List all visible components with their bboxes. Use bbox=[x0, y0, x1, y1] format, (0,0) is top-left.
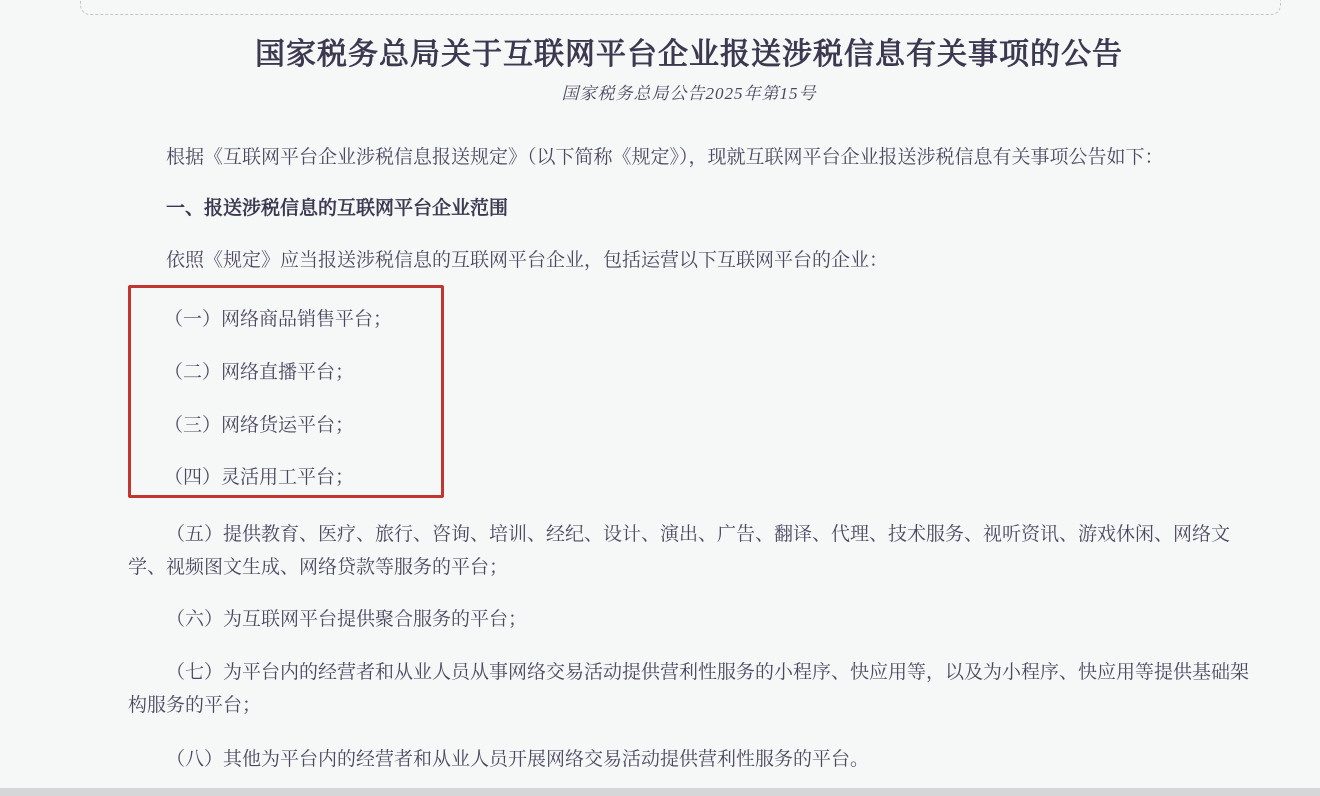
section-one-heading: 一、报送涉税信息的互联网平台企业范围 bbox=[166, 198, 509, 219]
red-highlight-box bbox=[128, 285, 444, 498]
list-item-8: （八）其他为平台内的经营者和从业人员开展网络交易活动提供营利性服务的平台。 bbox=[166, 749, 870, 770]
document-title: 国家税务总局关于互联网平台企业报送涉税信息有关事项的公告 bbox=[255, 38, 1123, 71]
section-lead-paragraph: 依照《规定》应当报送涉税信息的互联网平台企业，包括运营以下互联网平台的企业： bbox=[166, 250, 889, 271]
bottom-scroll-strip bbox=[0, 788, 1320, 796]
document-number: 国家税务总局公告2025年第15号 bbox=[561, 84, 817, 103]
list-item-7: （七）为平台内的经营者和从业人员从事网络交易活动提供营利性服务的小程序、快应用等，以及为小程序、快应用等提供基础架构服务的平台； bbox=[128, 662, 1250, 716]
list-item-4: （四）灵活用工平台； bbox=[164, 467, 355, 488]
list-item-1: （一）网络商品销售平台； bbox=[164, 309, 393, 330]
announcement-document bbox=[128, 0, 1250, 776]
list-item-3: （三）网络货运平台； bbox=[164, 415, 355, 436]
list-item-6: （六）为互联网平台提供聚合服务的平台； bbox=[166, 609, 528, 630]
list-item-5: （五）提供教育、医疗、旅行、咨询、培训、经纪、设计、演出、广告、翻译、代理、技术服务、视听资讯、游戏休闲、网络文学、视频图文生成、网络贷款等服务的平台； bbox=[128, 524, 1231, 578]
list-item-2: （二）网络直播平台； bbox=[164, 362, 355, 383]
intro-paragraph: 根据《互联网平台企业涉税信息报送规定》（以下简称《规定》），现就互联网平台企业报送涉税信息有关事项公告如下： bbox=[166, 147, 1164, 168]
